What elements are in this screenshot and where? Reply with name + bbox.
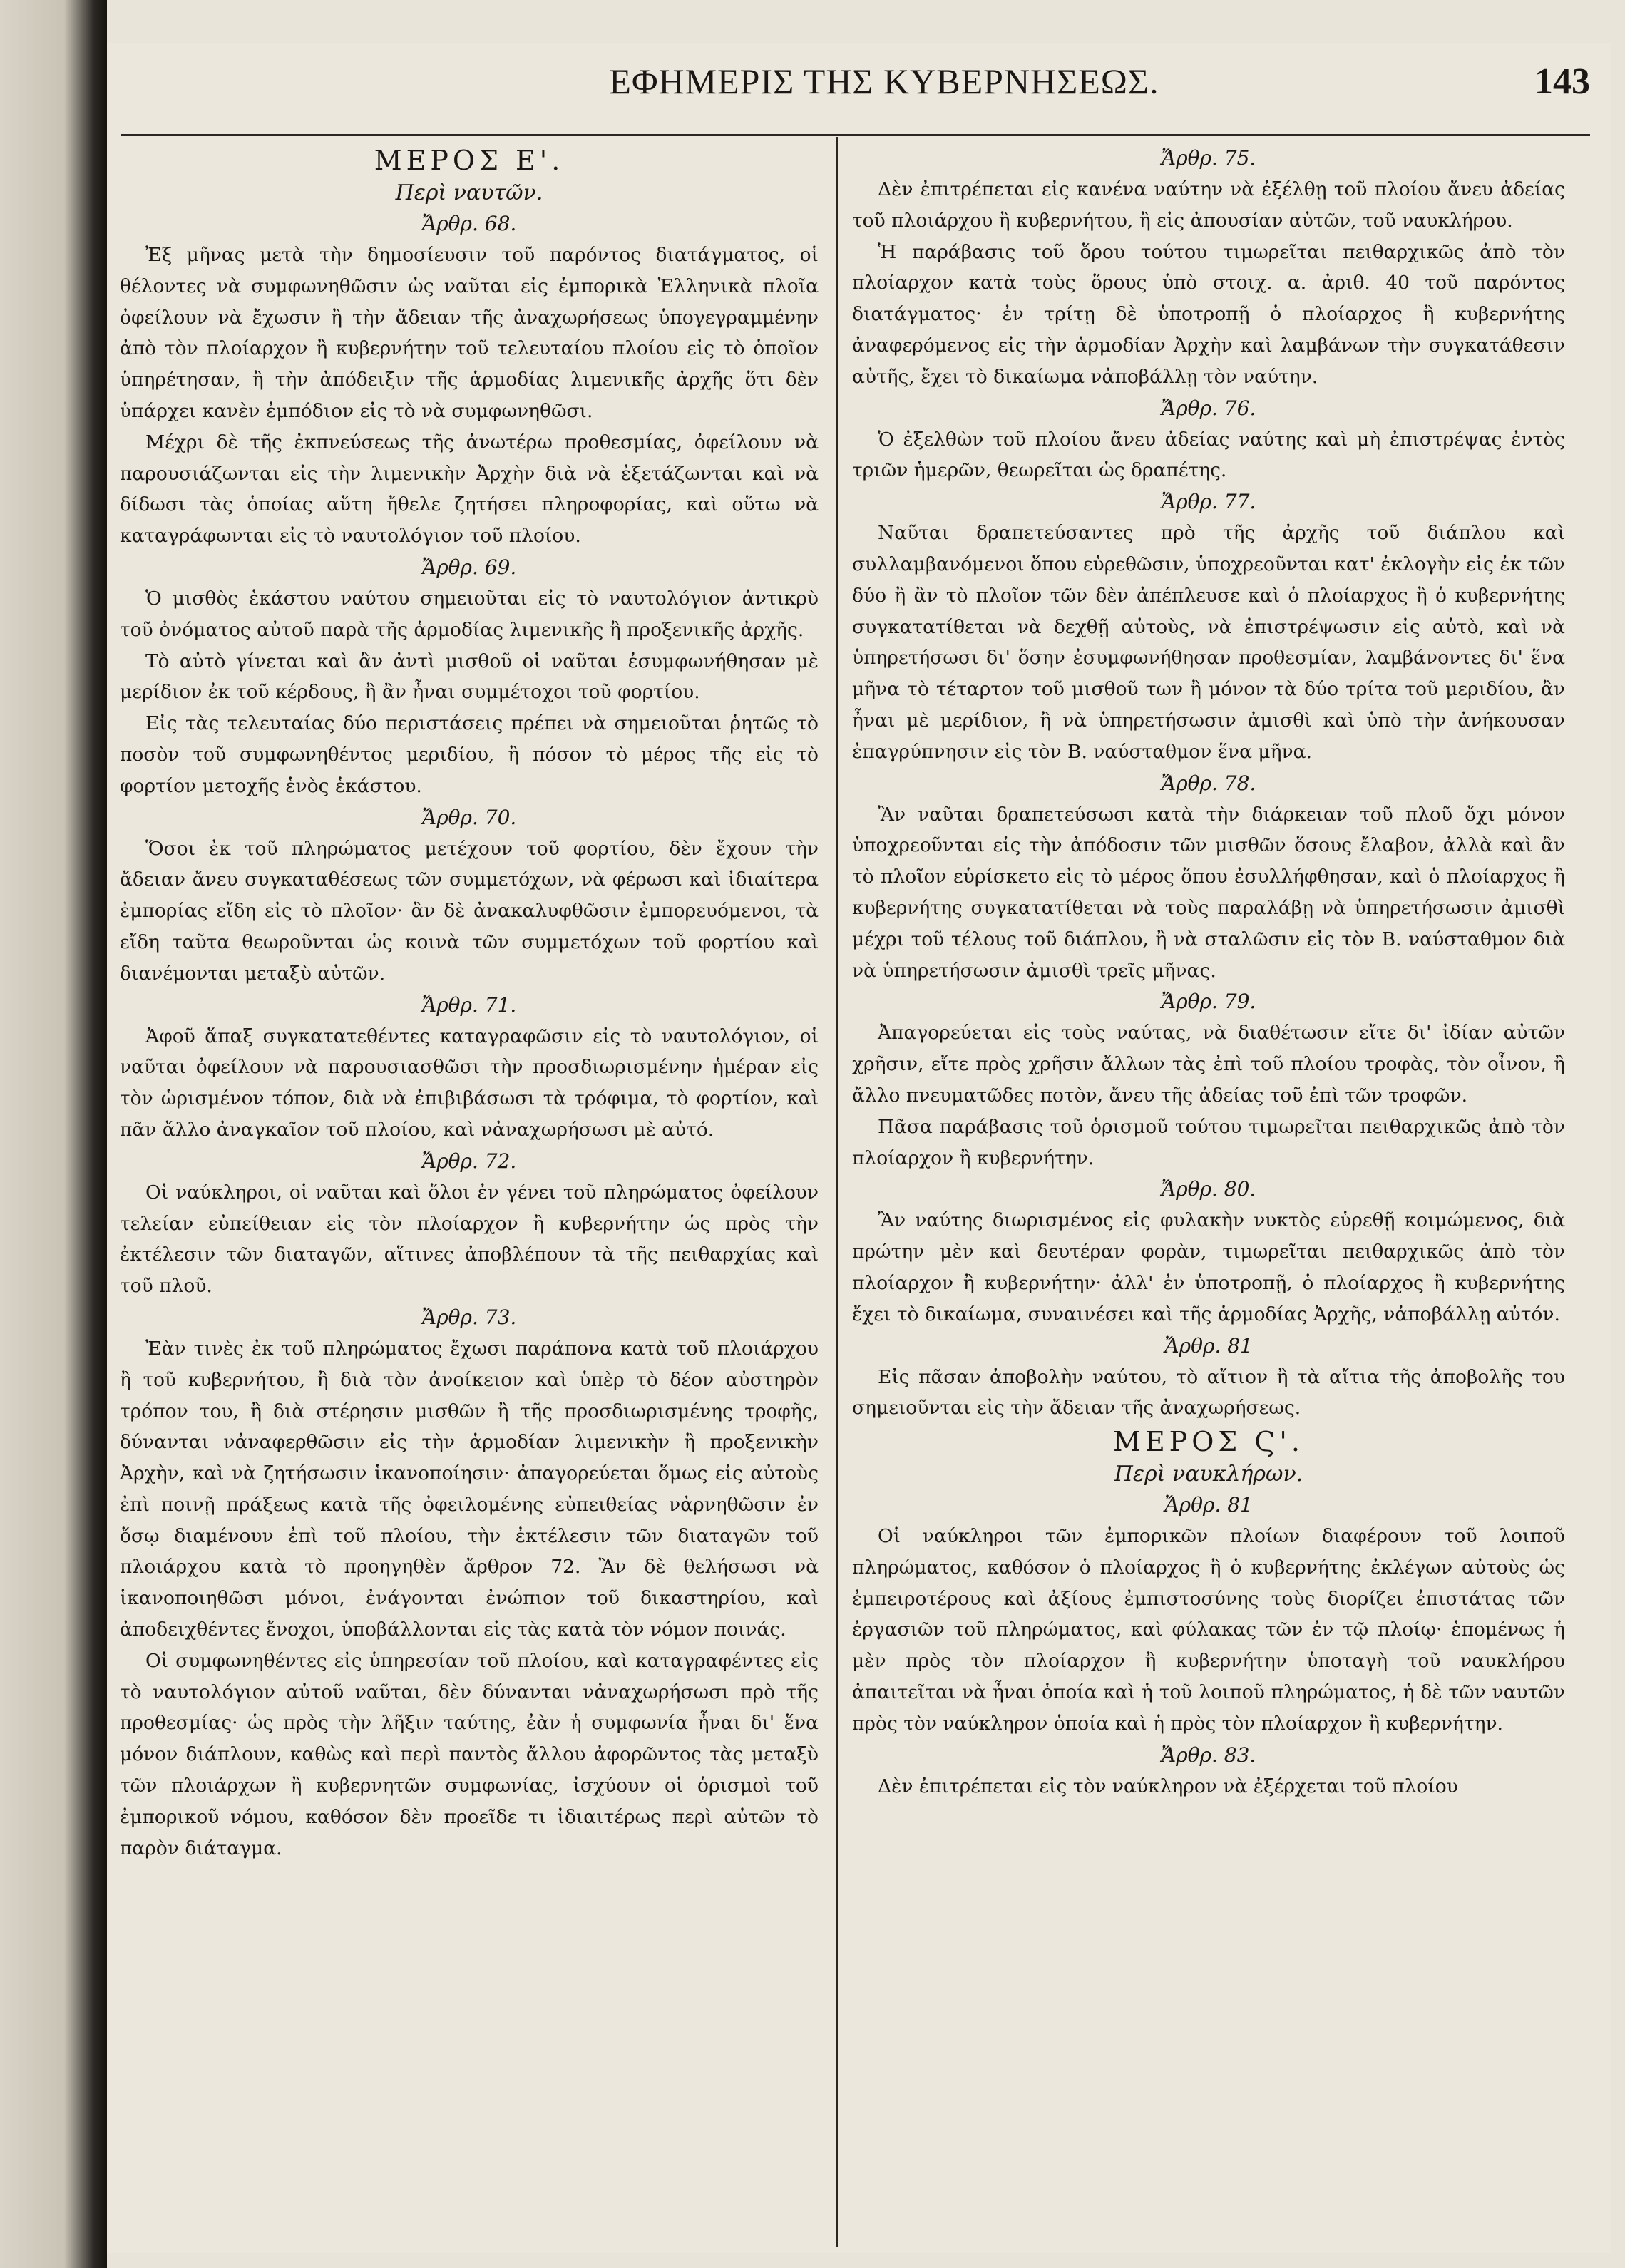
article-paragraph: Εἰς τὰς τελευταίας δύο περιστάσεις πρέπει νὰ σημειοῦται ῥητῶς τὸ ποσὸν τοῦ συμφωνηθέντος μεριδίου, ἢ πόσον τὸ μέρος τῆς εἰς τὸ φορτίον μετοχῆς ἑνὸς ἑκάστου. [120, 712, 819, 797]
article-heading: Ἄρθρ. 76. [1161, 396, 1256, 420]
article-paragraph: Εἰς πᾶσαν ἀποβολὴν ναύτου, τὸ αἴτιον ἢ τὰ αἴτια τῆς ἀποβολῆς του σημειοῦνται εἰς τὴν ἄδειαν τῆς ἀναχωρήσεως. [852, 1365, 1565, 1420]
article-heading: Ἄρθρ. 71. [421, 992, 517, 1017]
article-heading: Ἄρθρ. 81 [1164, 1493, 1253, 1517]
article-paragraph: Οἱ συμφωνηθέντες εἰς ὑπηρεσίαν τοῦ πλοίου, καὶ καταγραφέντες εἰς τὸ ναυτολόγιον αὐτοῦ ναῦται, δὲν δύνανται νἀναχωρήσωσι πρὸ τῆς προθεσμίας· ὡς πρὸς τὴν λῆξιν ταύτης, ἐὰν ἡ συμφωνία ἦναι δι' ἕνα μόνον διάπλουν, καθὼς καὶ περὶ παντὸς ἄλλου ἀφορῶντος τὰς μεταξὺ τῶν πλοιάρχων ἢ κυβερνητῶν συμφωνίας, ἰσχύουν οἱ ὁρισμοὶ τοῦ ἐμπορικοῦ νόμου, καθόσον δὲν προεῖδε τι ἰδιαιτέρως περὶ αὐτῶν τὸ παρὸν διάταγμα. [120, 1649, 819, 1859]
column-divider [836, 137, 838, 2247]
article-paragraph: Ἀφοῦ ἅπαξ συγκατατεθέντες καταγραφῶσιν εἰς τὸ ναυτολόγιον, οἱ ναῦται ὀφείλουν νὰ παρουσιασθῶσι τὴν προσδιωρισμένην ἡμέραν εἰς τὸν ὡρισμένον τόπον, διὰ νὰ ἐπιβιβάσωσι τὰ τρόφιμα, τὸ φορτίον, καὶ πᾶν ἄλλο ἀναγκαῖον τοῦ πλοίου, καὶ νἀναχωρήσωσι μὲ αὐτό. [120, 1025, 819, 1141]
article-paragraph: Ἂν ναῦται δραπετεύσωσι κατὰ τὴν διάρκειαν τοῦ πλοῦ ὄχι μόνον ὑποχρεοῦνται εἰς τὴν ἀπόδοσιν τῶν μισθῶν ὅσους ἔλαβον, ἀλλὰ καὶ ἂν τὸ πλοῖον εὑρίσκετο εἰς τὸ μέρος ὅπου ἐσυλλήφθησαν, καὶ ὁ πλοίαρχος ἢ κυβερνήτης συγκατατίθεται νὰ τοὺς παραλάβῃ νὰ ὑπηρετήσωσιν ἀμισθὶ μέχρι τοῦ τέλους τοῦ διάπλου, ἢ νὰ σταλῶσιν εἰς τὸν Β. ναύσταθμον διὰ νὰ ὑπηρετήσωσιν ἀμισθὶ τρεῖς μῆνας. [852, 803, 1565, 982]
article-heading: Ἄρθρ. 80. [1161, 1177, 1256, 1201]
gazette-page [107, 43, 1611, 2253]
article-paragraph: Ἡ παράβασις τοῦ ὅρου τούτου τιμωρεῖται πειθαρχικῶς ἀπὸ τὸν πλοίαρχον κατὰ τοὺς ὅρους ὑπὸ στοιχ. α. ἀριθ. 40 τοῦ παρόντος διατάγματος· ἐν τρίτῃ δὲ ὑποτροπῇ ὁ πλοίαρχος ἢ κυβερνήτης ἀναφερόμενος εἰς τὴν ἁρμοδίαν Ἀρχὴν καὶ λαμβάνων τὴν συγκατάθεσιν αὐτῆς, ἔχει τὸ δικαίωμα νἀποβάλλῃ τὸν ναύτην. [852, 240, 1565, 388]
part-subtitle: Περὶ ναυτῶν. [395, 180, 543, 205]
article-heading: Ἄρθρ. 77. [1161, 490, 1256, 514]
article-paragraph: Ὁ μισθὸς ἑκάστου ναύτου σημειοῦται εἰς τὸ ναυτολόγιον ἀντικρὺ τοῦ ὀνόματος αὐτοῦ παρὰ τῆς ἁρμοδίας λιμενικῆς ἢ προξενικῆς ἀρχῆς. [120, 587, 819, 641]
article-paragraph: Ἐὰν τινὲς ἐκ τοῦ πληρώματος ἔχωσι παράπονα κατὰ τοῦ πλοιάρχου ἢ τοῦ κυβερνήτου, ἢ διὰ τὸν ἀνοίκειον καὶ ὑπὲρ τὸ δέον αὐστηρὸν τρόπον του, ἢ διὰ στέρησιν μισθῶν ἢ τῆς προσδιωρισμένης τροφῆς, δύνανται νἀναφερθῶσιν εἰς τὴν ἁρμοδίαν λιμενικὴν ἢ προξενικὴν Ἀρχὴν, καὶ νὰ ζητήσωσιν ἱκανοποίησιν· ἀπαγορεύεται ὅμως εἰς αὐτοὺς ἐπὶ ποινῇ πράξεως κατὰ τῆς ὀφειλομένης εὐπειθείας νἀρνηθῶσιν ἐν ὅσῳ διαμένουν ἐπὶ τοῦ πλοίου, τὴν ἐκτέλεσιν τῶν διαταγῶν τοῦ πλοιάρχου κατὰ τὸ προηγηθὲν ἄρθρον 72. Ἂν δὲ θελήσωσι νὰ ἱκανοποιηθῶσι μόνοι, ἐνάγονται ἐνώπιον τοῦ δικαστηρίου, καὶ ἀποδειχθέντες ἔνοχοι, ὑποβάλλονται εἰς τὰς κατὰ τὸν νόμον ποινάς. [120, 1337, 819, 1641]
article-paragraph: Ἂν ναύτης διωρισμένος εἰς φυλακὴν νυκτὸς εὑρεθῇ κοιμώμενος, διὰ πρώτην μὲν καὶ δευτέραν φορὰν, τιμωρεῖται πειθαρχικῶς ἀπὸ τὸν πλοίαρχον ἢ κυβερνήτην· ἀλλ' ἐν ὑποτροπῇ, ὁ πλοίαρχος ἢ κυβερνήτης ἔχει τὸ δικαίωμα, συναινέσει καὶ τῆς ἁρμοδίας Ἀρχῆς, νἀποβάλλῃ αὐτόν. [852, 1209, 1565, 1325]
binding-edge [0, 0, 107, 2268]
article-paragraph: Δὲν ἐπιτρέπεται εἰς τὸν ναύκληρον νὰ ἐξέρχεται τοῦ πλοίου [878, 1775, 1458, 1797]
article-paragraph: Ὁ ἐξελθὼν τοῦ πλοίου ἄνευ ἀδείας ναύτης καὶ μὴ ἐπιστρέψας ἐντὸς τριῶν ἡμερῶν, θεωρεῖται ὡς δραπέτης. [852, 428, 1565, 482]
article-paragraph: Πᾶσα παράβασις τοῦ ὁρισμοῦ τούτου τιμωρεῖται πειθαρχικῶς ἀπὸ τὸν πλοίαρχον ἢ κυβερνήτην. [852, 1115, 1565, 1169]
part-title: ΜΕΡΟΣ Ε'. [374, 145, 565, 176]
article-paragraph: Οἱ ναύκληροι, οἱ ναῦται καὶ ὅλοι ἐν γένει τοῦ πληρώματος ὀφείλουν τελείαν εὐπείθειαν εἰς τὸν πλοίαρχον ἢ κυβερνήτην ὡς πρὸς τὴν ἐκτέλεσιν τῶν διαταγῶν, αἵτινες ἀποβλέπουν τὰ τῆς πειθαρχίας καὶ τοῦ πλοῦ. [120, 1181, 819, 1298]
article-heading: Ἄρθρ. 81 [1164, 1333, 1253, 1358]
article-paragraph: Οἱ ναύκληροι τῶν ἐμπορικῶν πλοίων διαφέρουν τοῦ λοιποῦ πληρώματος, καθόσον ὁ πλοίαρχος ἢ ὁ κυβερνήτης ἐκλέγων αὐτοὺς ὡς ἐμπειροτέρους καὶ ἀξίους ἐμπιστοσύνης τοὺς διορίζει ἐπιστάτας τῶν ἐργασιῶν τοῦ πληρώματος, καὶ φύλακας τῶν ἐν τῷ πλοίῳ· ἑπομένως ἡ μὲν πρὸς τὸν πλοίαρχον ἢ κυβερνήτην ὑποταγὴ τοῦ ναυκλήρου ἀπαιτεῖται νὰ ἦναι ὁποία καὶ ἡ τοῦ λοιποῦ πληρώματος, ἡ δὲ τῶν ναυτῶν πρὸς τὸν ναύκληρον ὁποία καὶ ἡ πρὸς τὸν πλοίαρχον ἢ κυβερνήτην. [852, 1525, 1565, 1735]
part-title: ΜΕΡΟΣ Ϛ'. [1113, 1426, 1304, 1458]
page-header [107, 61, 1611, 118]
article-paragraph: Τὸ αὐτὸ γίνεται καὶ ἂν ἀντὶ μισθοῦ οἱ ναῦται ἐσυμφωνήθησαν μὲ μερίδιον ἐκ τοῦ κέρδους, ἢ ἂν ἦναι συμμέτοχοι τοῦ φορτίου. [120, 650, 819, 704]
header-rule [121, 134, 1590, 136]
left-column [120, 143, 819, 1864]
article-paragraph: Δὲν ἐπιτρέπεται εἰς κανένα ναύτην νὰ ἐξέλθῃ τοῦ πλοίου ἄνευ ἀδείας τοῦ πλοιάρχου ἢ κυβερνήτου, ἢ εἰς ἀπουσίαν αὐτῶν, τοῦ ναυκλήρου. [852, 178, 1565, 232]
article-heading: Ἄρθρ. 79. [1161, 990, 1256, 1014]
article-heading: Ἄρθρ. 68. [421, 212, 517, 235]
article-heading: Ἄρθρ. 73. [421, 1305, 517, 1329]
article-heading: Ἄρθρ. 72. [421, 1149, 517, 1173]
article-paragraph: Ἐξ μῆνας μετὰ τὴν δημοσίευσιν τοῦ παρόντος διατάγματος, οἱ θέλοντες νὰ συμφωνηθῶσιν ὡς ναῦται εἰς ἐμπορικὰ Ἑλληνικὰ πλοῖα ὀφείλουν νὰ ἔχωσιν ἢ τὴν ἄδειαν τῆς ἀναχωρήσεως ὑπογεγραμμένην ἀπὸ τὸν πλοίαρχον ἢ κυβερνήτην τοῦ τελευταίου πλοίου εἰς τὸ ὁποῖον ὑπηρέτησαν, ἢ τὴν ἀπόδειξιν τῆς ἁρμοδίας λιμενικῆς ἀρχῆς ὅτι δὲν ὑπάρχει κανὲν ἐμπόδιον εἰς τὸ νὰ συμφωνηθῶσι. [120, 244, 819, 422]
article-heading: Ἄρθρ. 83. [1161, 1743, 1256, 1767]
article-heading: Ἄρθρ. 70. [421, 805, 517, 829]
article-heading: Ἄρθρ. 75. [1161, 146, 1256, 170]
page-number: 143 [1534, 61, 1590, 102]
article-paragraph: Ὅσοι ἐκ τοῦ πληρώματος μετέχουν τοῦ φορτίου, δὲν ἔχουν τὴν ἄδειαν ἄνευ συγκαταθέσεως τῶν συμμετόχων, νὰ φέρωσι καὶ ἰδιαίτερα ἐμπορίας εἴδη εἰς τὸ πλοῖον· ἂν δὲ ἀνακαλυφθῶσιν ἐμπορευόμενοι, τὰ εἴδη ταῦτα θεωροῦνται ὡς κοινὰ τῶν συμμετόχων τοῦ φορτίου καὶ διανέμονται μεταξὺ αὐτῶν. [120, 837, 819, 985]
article-paragraph: Ἀπαγορεύεται εἰς τοὺς ναύτας, νὰ διαθέτωσιν εἴτε δι' ἰδίαν αὐτῶν χρῆσιν, εἴτε πρὸς χρῆσιν ἄλλων τὰς ἐπὶ τοῦ πλοίου τροφὰς, τὸν οἶνον, ἢ ἄλλο πνευματῶδες ποτὸν, ἄνευ τῆς ἀδείας τοῦ ἐπὶ τῶν τροφῶν. [852, 1022, 1565, 1107]
part-subtitle: Περὶ ναυκλήρων. [1114, 1462, 1303, 1487]
right-column [852, 143, 1565, 1802]
article-heading: Ἄρθρ. 69. [421, 555, 517, 579]
article-heading: Ἄρθρ. 78. [1161, 771, 1256, 795]
article-paragraph: Μέχρι δὲ τῆς ἐκπνεύσεως τῆς ἀνωτέρω προθεσμίας, ὀφείλουν νὰ παρουσιάζωνται εἰς τὴν λιμενικὴν Ἀρχὴν διὰ νὰ ἐξετάζωνται καὶ νὰ δίδωσι τὰς ὁποίας αὕτη ἤθελε ζητήσει πληροφορίας, καὶ οὕτω νὰ καταγράφωνται εἰς τὸ ναυτολόγιον τοῦ πλοίου. [120, 431, 819, 548]
article-paragraph: Ναῦται δραπετεύσαντες πρὸ τῆς ἀρχῆς τοῦ διάπλου καὶ συλλαμβανόμενοι ὅπου εὑρεθῶσιν, ὑποχρεοῦνται κατ' ἐκλογὴν εἰς ἐκ τῶν δύο ἢ ἂν τὸ πλοῖον τῶν δὲν ἀπέπλευσε καὶ ὁ πλοίαρχος ἢ ὁ κυβερνήτης συγκατατίθεται νὰ δεχθῇ αὐτοὺς, νὰ ἐπιστρέψωσιν εἰς αὐτὸ, καὶ νὰ ὑπηρετήσωσι δι' ὅσην ἐσυμφωνήθησαν προθεσμίαν, λαμβάνοντες δι' ἕνα μῆνα τὸ τέταρτον τοῦ μισθοῦ των ἢ μόνον τὰ δύο τρίτα τοῦ μεριδίου, ἂν ἦναι μὲ μερίδιον, ἢ νὰ ὑπηρετήσωσιν ἀμισθὶ καὶ ὑπὸ τὴν ἀνήκουσαν ἐπαγρύπνησιν εἰς τὸν Β. ναύσταθμον ἕνα μῆνα. [852, 522, 1565, 763]
running-head: ΕΦΗΜΕΡΙΣ ΤΗΣ ΚΥΒΕΡΝΗΣΕΩΣ. [609, 61, 1159, 101]
